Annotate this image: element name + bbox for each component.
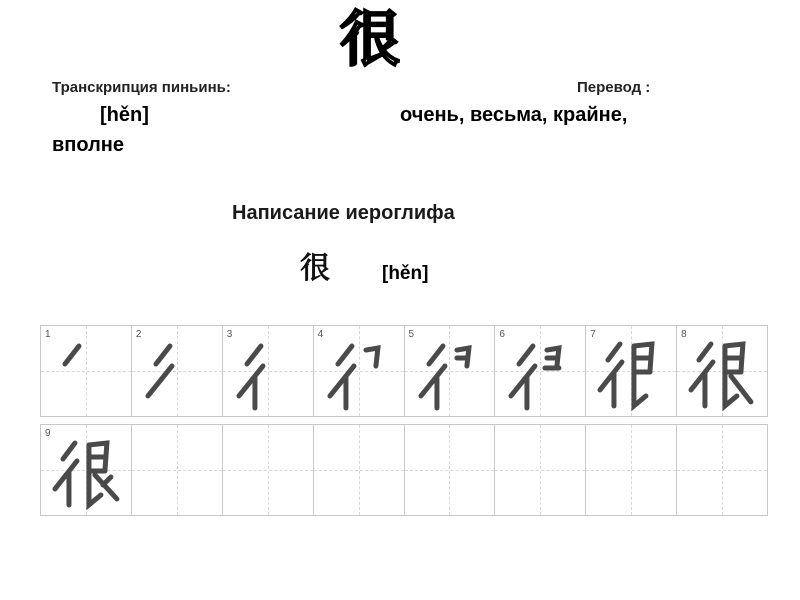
main-character: 很 — [340, 5, 400, 75]
stroke-step-5-icon — [405, 326, 495, 416]
stroke-cell-4 — [314, 326, 405, 416]
stroke-step-3-icon — [223, 326, 313, 416]
stroke-grid-row-2 — [40, 424, 768, 516]
writing-pinyin: [hěn] — [382, 263, 429, 284]
pinyin-value: [hěn] — [100, 104, 149, 126]
stroke-grid-row-1 — [40, 325, 768, 417]
stroke-cell-5 — [405, 326, 496, 416]
stroke-step-4-icon — [314, 326, 404, 416]
empty-practice-cell — [677, 425, 767, 515]
stroke-cell-2 — [132, 326, 223, 416]
translation-label: Перевод : — [577, 79, 651, 96]
stroke-cell-9 — [41, 425, 132, 515]
empty-practice-cell — [223, 425, 314, 515]
stroke-step-8-icon — [677, 326, 767, 416]
stroke-number: 5 — [408, 329, 415, 340]
translation-line-2: вполне — [52, 134, 125, 156]
translation-line-1: очень, весьма, крайне, — [400, 104, 628, 126]
stroke-number: 7 — [590, 329, 596, 340]
stroke-cell-6 — [495, 326, 586, 416]
stroke-step-2-icon — [132, 326, 222, 416]
empty-practice-cell — [405, 425, 496, 515]
stroke-number: 8 — [681, 329, 687, 340]
writing-character: 很 — [300, 251, 330, 286]
empty-practice-cell — [586, 425, 677, 515]
empty-practice-cell — [314, 425, 405, 515]
stroke-step-7-icon — [586, 326, 676, 416]
stroke-number: 2 — [135, 329, 142, 340]
stroke-step-9-icon — [41, 425, 131, 515]
stroke-number: 6 — [499, 329, 505, 340]
empty-practice-cell — [495, 425, 586, 515]
stroke-cell-7 — [586, 326, 677, 416]
stroke-number: 4 — [317, 329, 324, 340]
stroke-step-1-icon — [41, 326, 131, 416]
stroke-step-6-icon — [495, 326, 585, 416]
empty-practice-cell — [132, 425, 223, 515]
stroke-cell-3 — [223, 326, 314, 416]
pinyin-label: Транскрипция пиньинь: — [52, 79, 231, 96]
stroke-number: 3 — [226, 329, 233, 340]
stroke-number: 1 — [45, 329, 51, 340]
stroke-number: 9 — [45, 428, 51, 439]
writing-heading: Написание иероглифа — [232, 202, 455, 224]
stroke-cell-1 — [41, 326, 132, 416]
stroke-cell-8 — [677, 326, 767, 416]
